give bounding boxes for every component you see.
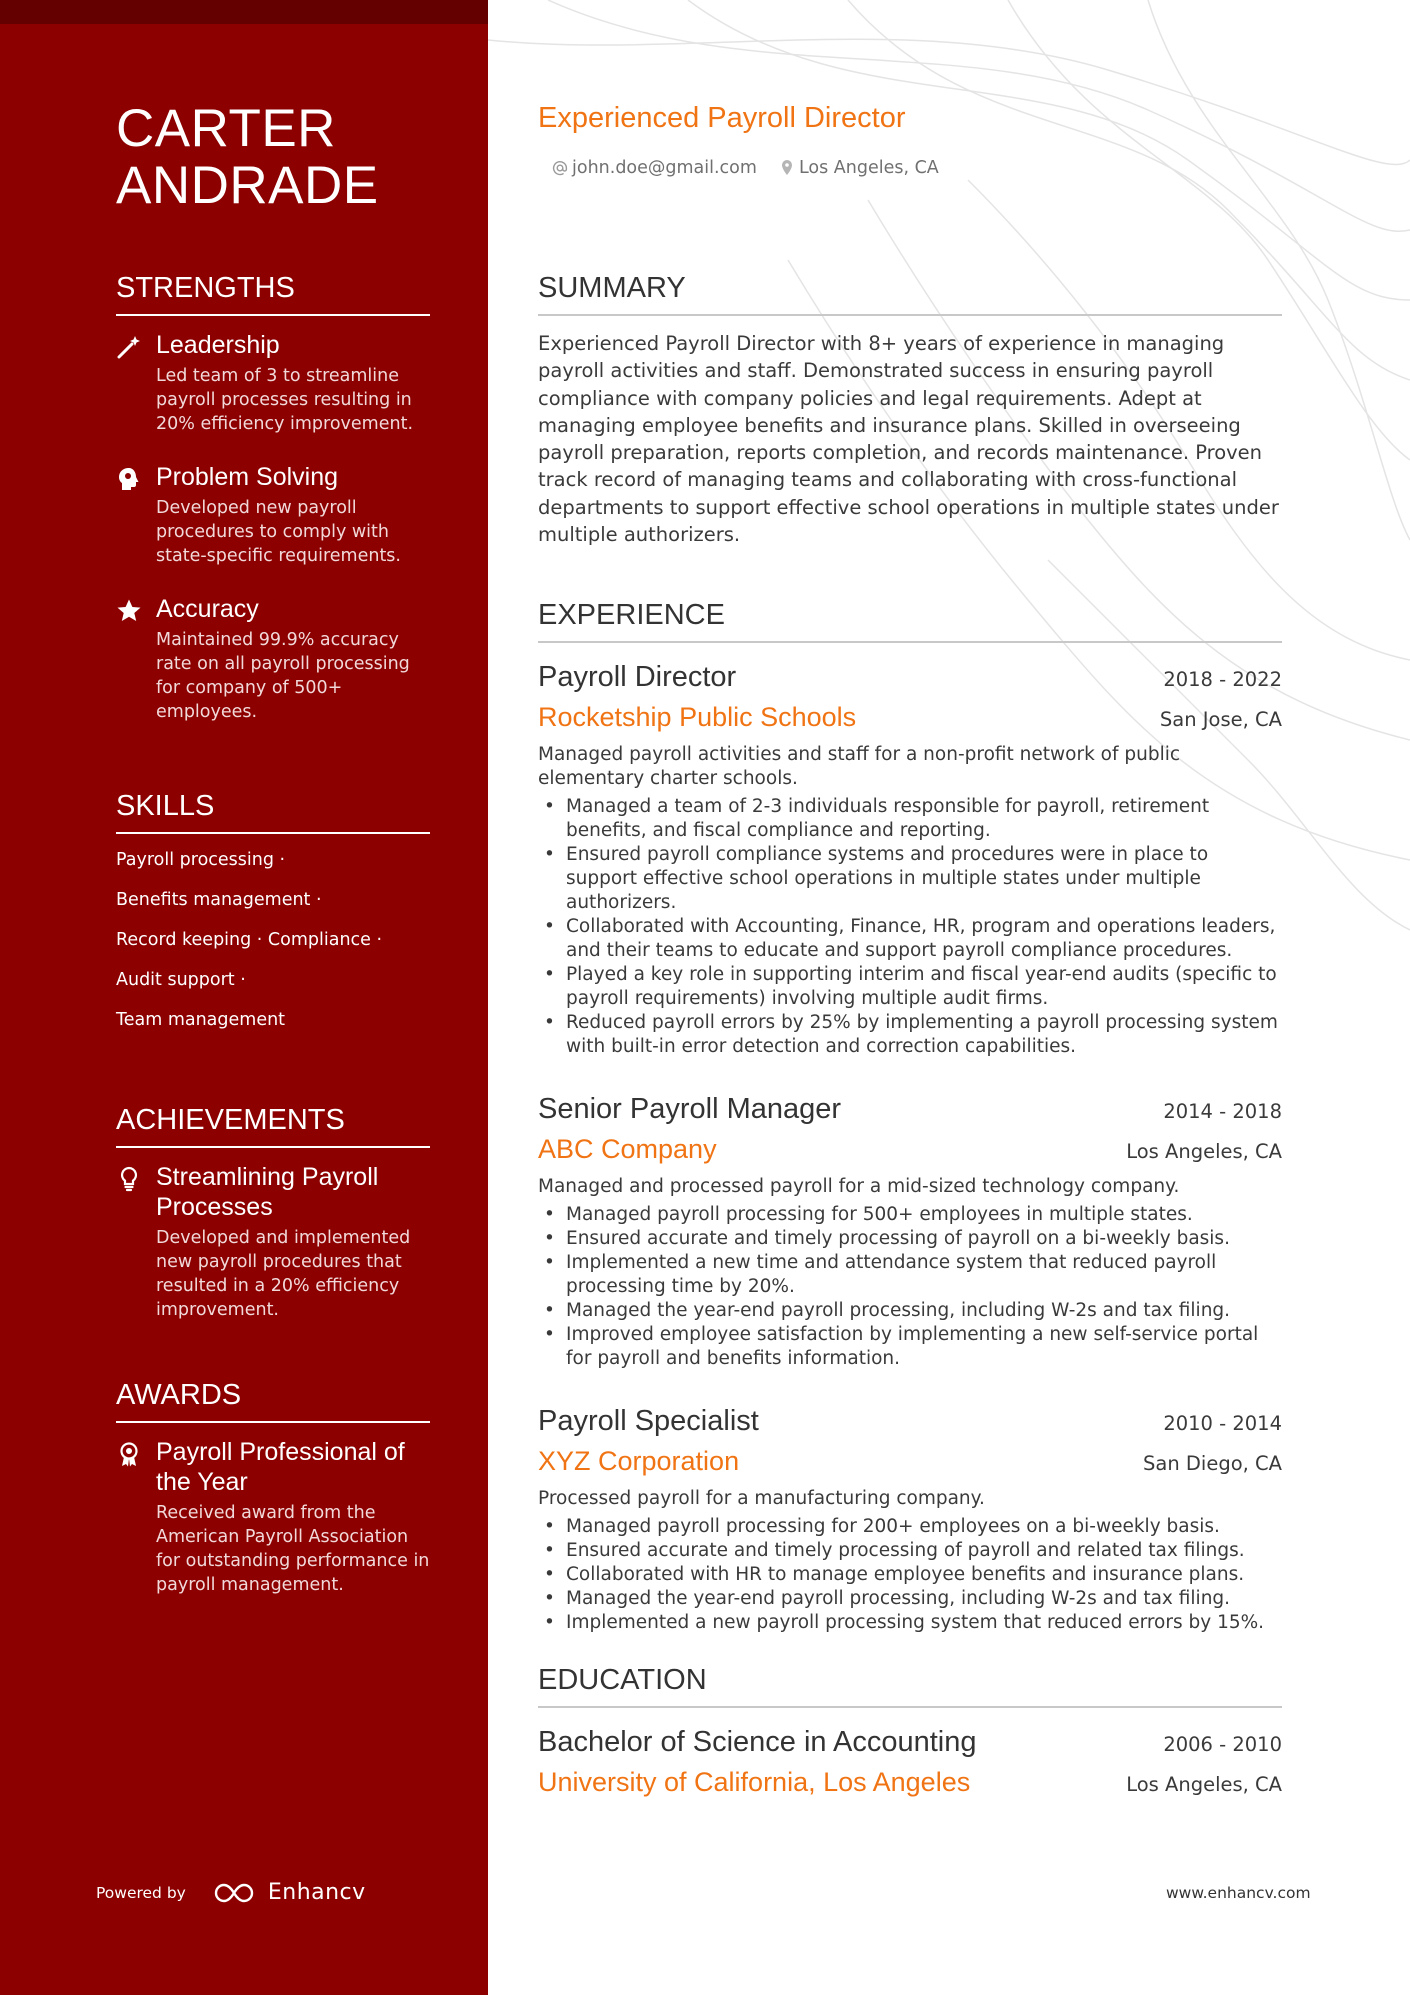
education-location: Los Angeles, CA bbox=[1126, 1773, 1282, 1796]
main-content bbox=[488, 0, 1410, 1995]
skill-line: Team management bbox=[116, 1010, 286, 1030]
job-dates: 2014 - 2018 bbox=[1163, 1100, 1282, 1123]
award-title: Payroll Professional of the Year bbox=[156, 1438, 405, 1496]
job-bullets bbox=[538, 1515, 1282, 1635]
name-first: CARTER bbox=[116, 99, 336, 158]
sidebar bbox=[0, 0, 488, 1995]
job-dates: 2010 - 2014 bbox=[1163, 1412, 1282, 1435]
job-bullet: • Ensured accurate and timely processing of payroll on a bi-weekly basis. bbox=[538, 1227, 1282, 1251]
experience-section bbox=[538, 597, 1282, 1665]
sidebar-top-bar bbox=[0, 0, 488, 24]
job-entry bbox=[538, 657, 1282, 1059]
summary-section bbox=[538, 270, 1282, 548]
strengths-section bbox=[116, 270, 430, 750]
footer-website-link[interactable]: www.enhancv.com bbox=[1166, 1884, 1311, 1902]
resume-headline: Experienced Payroll Director bbox=[538, 102, 906, 134]
strength-desc: Maintained 99.9% accuracy rate on all payroll processing for company of 500+ employees. bbox=[156, 630, 410, 722]
job-bullet: • Managed the year-end payroll processing, including W-2s and tax filing. bbox=[538, 1587, 1282, 1611]
summary-title: SUMMARY bbox=[538, 270, 1282, 316]
skill-line: Benefits management · bbox=[116, 890, 322, 910]
achievement-desc: Developed and implemented new payroll procedures that resulted in a 20% efficiency improvement. bbox=[156, 1228, 411, 1320]
strength-title: Accuracy bbox=[156, 595, 259, 623]
degree: Bachelor of Science in Accounting bbox=[538, 1726, 977, 1758]
email-text: john.doe@gmail.com bbox=[572, 158, 757, 178]
location-pin-icon bbox=[779, 159, 795, 177]
strength-desc: Led team of 3 to streamline payroll processes resulting in 20% efficiency improvement. bbox=[156, 366, 414, 434]
job-company: ABC Company bbox=[538, 1134, 717, 1164]
strength-item bbox=[116, 330, 430, 436]
awards-title: AWARDS bbox=[116, 1377, 430, 1423]
contact-info bbox=[552, 158, 961, 178]
magic-wand-icon bbox=[116, 334, 142, 360]
job-company: Rocketship Public Schools bbox=[538, 702, 857, 732]
powered-by-label: Powered by bbox=[96, 1883, 186, 1902]
job-description: Managed payroll activities and staff for a non-profit network of public elementary charter schools. bbox=[538, 744, 1181, 789]
job-description: Managed and processed payroll for a mid-sized technology company. bbox=[538, 1176, 1180, 1197]
enhancv-logo-icon bbox=[212, 1881, 258, 1905]
star-icon bbox=[116, 598, 142, 624]
job-bullet: • Ensured accurate and timely processing of payroll and related tax filings. bbox=[538, 1539, 1282, 1563]
location-contact bbox=[779, 158, 939, 178]
job-bullet: • Implemented a new payroll processing system that reduced errors by 15%. bbox=[538, 1611, 1282, 1635]
enhancv-brand-name: Enhancv bbox=[267, 1880, 366, 1905]
strength-item bbox=[116, 594, 430, 724]
job-company: XYZ Corporation bbox=[538, 1446, 740, 1476]
enhancv-brand[interactable] bbox=[212, 1880, 366, 1905]
job-description: Processed payroll for a manufacturing company. bbox=[538, 1488, 985, 1509]
job-bullet: • Implemented a new time and attendance system that reduced payroll processing time by 20%. bbox=[538, 1251, 1282, 1299]
education-dates: 2006 - 2010 bbox=[1163, 1733, 1282, 1756]
achievement-title: Streamlining Payroll Processes bbox=[156, 1163, 379, 1221]
award-ribbon-icon bbox=[116, 1441, 142, 1467]
candidate-name bbox=[116, 100, 456, 214]
skill-line: Audit support · bbox=[116, 970, 246, 990]
location-text: Los Angeles, CA bbox=[798, 158, 939, 178]
job-bullet: • Managed the year-end payroll processing, including W-2s and tax filing. bbox=[538, 1299, 1282, 1323]
award-desc: Received award from the American Payroll Association for outstanding performance in payroll management. bbox=[156, 1503, 430, 1595]
job-location: Los Angeles, CA bbox=[1126, 1140, 1282, 1163]
brain-head-icon bbox=[116, 466, 142, 492]
experience-title: EXPERIENCE bbox=[538, 597, 1282, 643]
job-title: Payroll Specialist bbox=[538, 1405, 759, 1437]
job-bullets bbox=[538, 1203, 1282, 1371]
strengths-title: STRENGTHS bbox=[116, 270, 430, 316]
job-bullet: • Played a key role in supporting interim and fiscal year-end audits (specific to payroll requirements) involving multiple audit firms. bbox=[538, 963, 1282, 1011]
job-title: Senior Payroll Manager bbox=[538, 1093, 842, 1125]
powered-by bbox=[96, 1880, 366, 1905]
awards-section bbox=[116, 1377, 430, 1623]
job-bullet: • Managed payroll processing for 200+ employees on a bi-weekly basis. bbox=[538, 1515, 1282, 1539]
school: University of California, Los Angeles bbox=[538, 1767, 971, 1797]
education-section bbox=[538, 1662, 1282, 1802]
job-bullet: • Ensured payroll compliance systems and procedures were in place to support effective school operations in multiple states under multiple authorizers. bbox=[538, 843, 1282, 915]
job-bullet: • Managed payroll processing for 500+ employees in multiple states. bbox=[538, 1203, 1282, 1227]
award-item bbox=[116, 1437, 430, 1597]
skill-line: Payroll processing · bbox=[116, 850, 286, 870]
strength-desc: Developed new payroll procedures to comply with state-specific requirements. bbox=[156, 498, 401, 566]
skill-line: Record keeping · Compliance · bbox=[116, 930, 383, 950]
achievements-section bbox=[116, 1102, 430, 1348]
strength-title: Problem Solving bbox=[156, 463, 339, 491]
job-bullet: • Reduced payroll errors by 25% by implementing a payroll processing system with built-in error detection and correction capabilities. bbox=[538, 1011, 1282, 1059]
job-bullets bbox=[538, 795, 1282, 1059]
strength-title: Leadership bbox=[156, 331, 280, 359]
lightbulb-icon bbox=[116, 1166, 142, 1192]
job-bullet: • Managed a team of 2-3 individuals responsible for payroll, retirement benefits, and fiscal compliance and reporting. bbox=[538, 795, 1282, 843]
summary-text: Experienced Payroll Director with 8+ years of experience in managing payroll activities and staff. Demonstrated success in ensuring payroll compliance with company policies and legal requirements. Adept at managing employee benefits and insurance plans. Skilled in overseeing payroll preparation, reports completion, and records maintenance. Proven track record of managing teams and collaborating with cross-functional departments to support effective school operations in multiple states under multiple authorizers. bbox=[538, 332, 1279, 547]
job-location: San Jose, CA bbox=[1159, 708, 1282, 731]
job-entry bbox=[538, 1089, 1282, 1371]
job-bullet: • Improved employee satisfaction by implementing a new self-service portal for payroll and benefits information. bbox=[538, 1323, 1282, 1371]
education-title: EDUCATION bbox=[538, 1662, 1282, 1708]
job-entry bbox=[538, 1401, 1282, 1635]
at-sign-icon bbox=[552, 160, 568, 176]
skills-title: SKILLS bbox=[116, 788, 430, 834]
strength-item bbox=[116, 462, 430, 568]
job-bullet: • Collaborated with Accounting, Finance, HR, program and operations leaders, and their teams to educate and support payroll compliance procedures. bbox=[538, 915, 1282, 963]
job-bullet: • Collaborated with HR to manage employee benefits and insurance plans. bbox=[538, 1563, 1282, 1587]
job-title: Payroll Director bbox=[538, 661, 737, 693]
achievement-item bbox=[116, 1162, 430, 1322]
job-dates: 2018 - 2022 bbox=[1163, 668, 1282, 691]
name-last: ANDRADE bbox=[116, 156, 379, 215]
job-location: San Diego, CA bbox=[1143, 1452, 1282, 1475]
email-contact[interactable] bbox=[552, 158, 757, 178]
skills-section bbox=[116, 788, 430, 1048]
achievements-title: ACHIEVEMENTS bbox=[116, 1102, 430, 1148]
